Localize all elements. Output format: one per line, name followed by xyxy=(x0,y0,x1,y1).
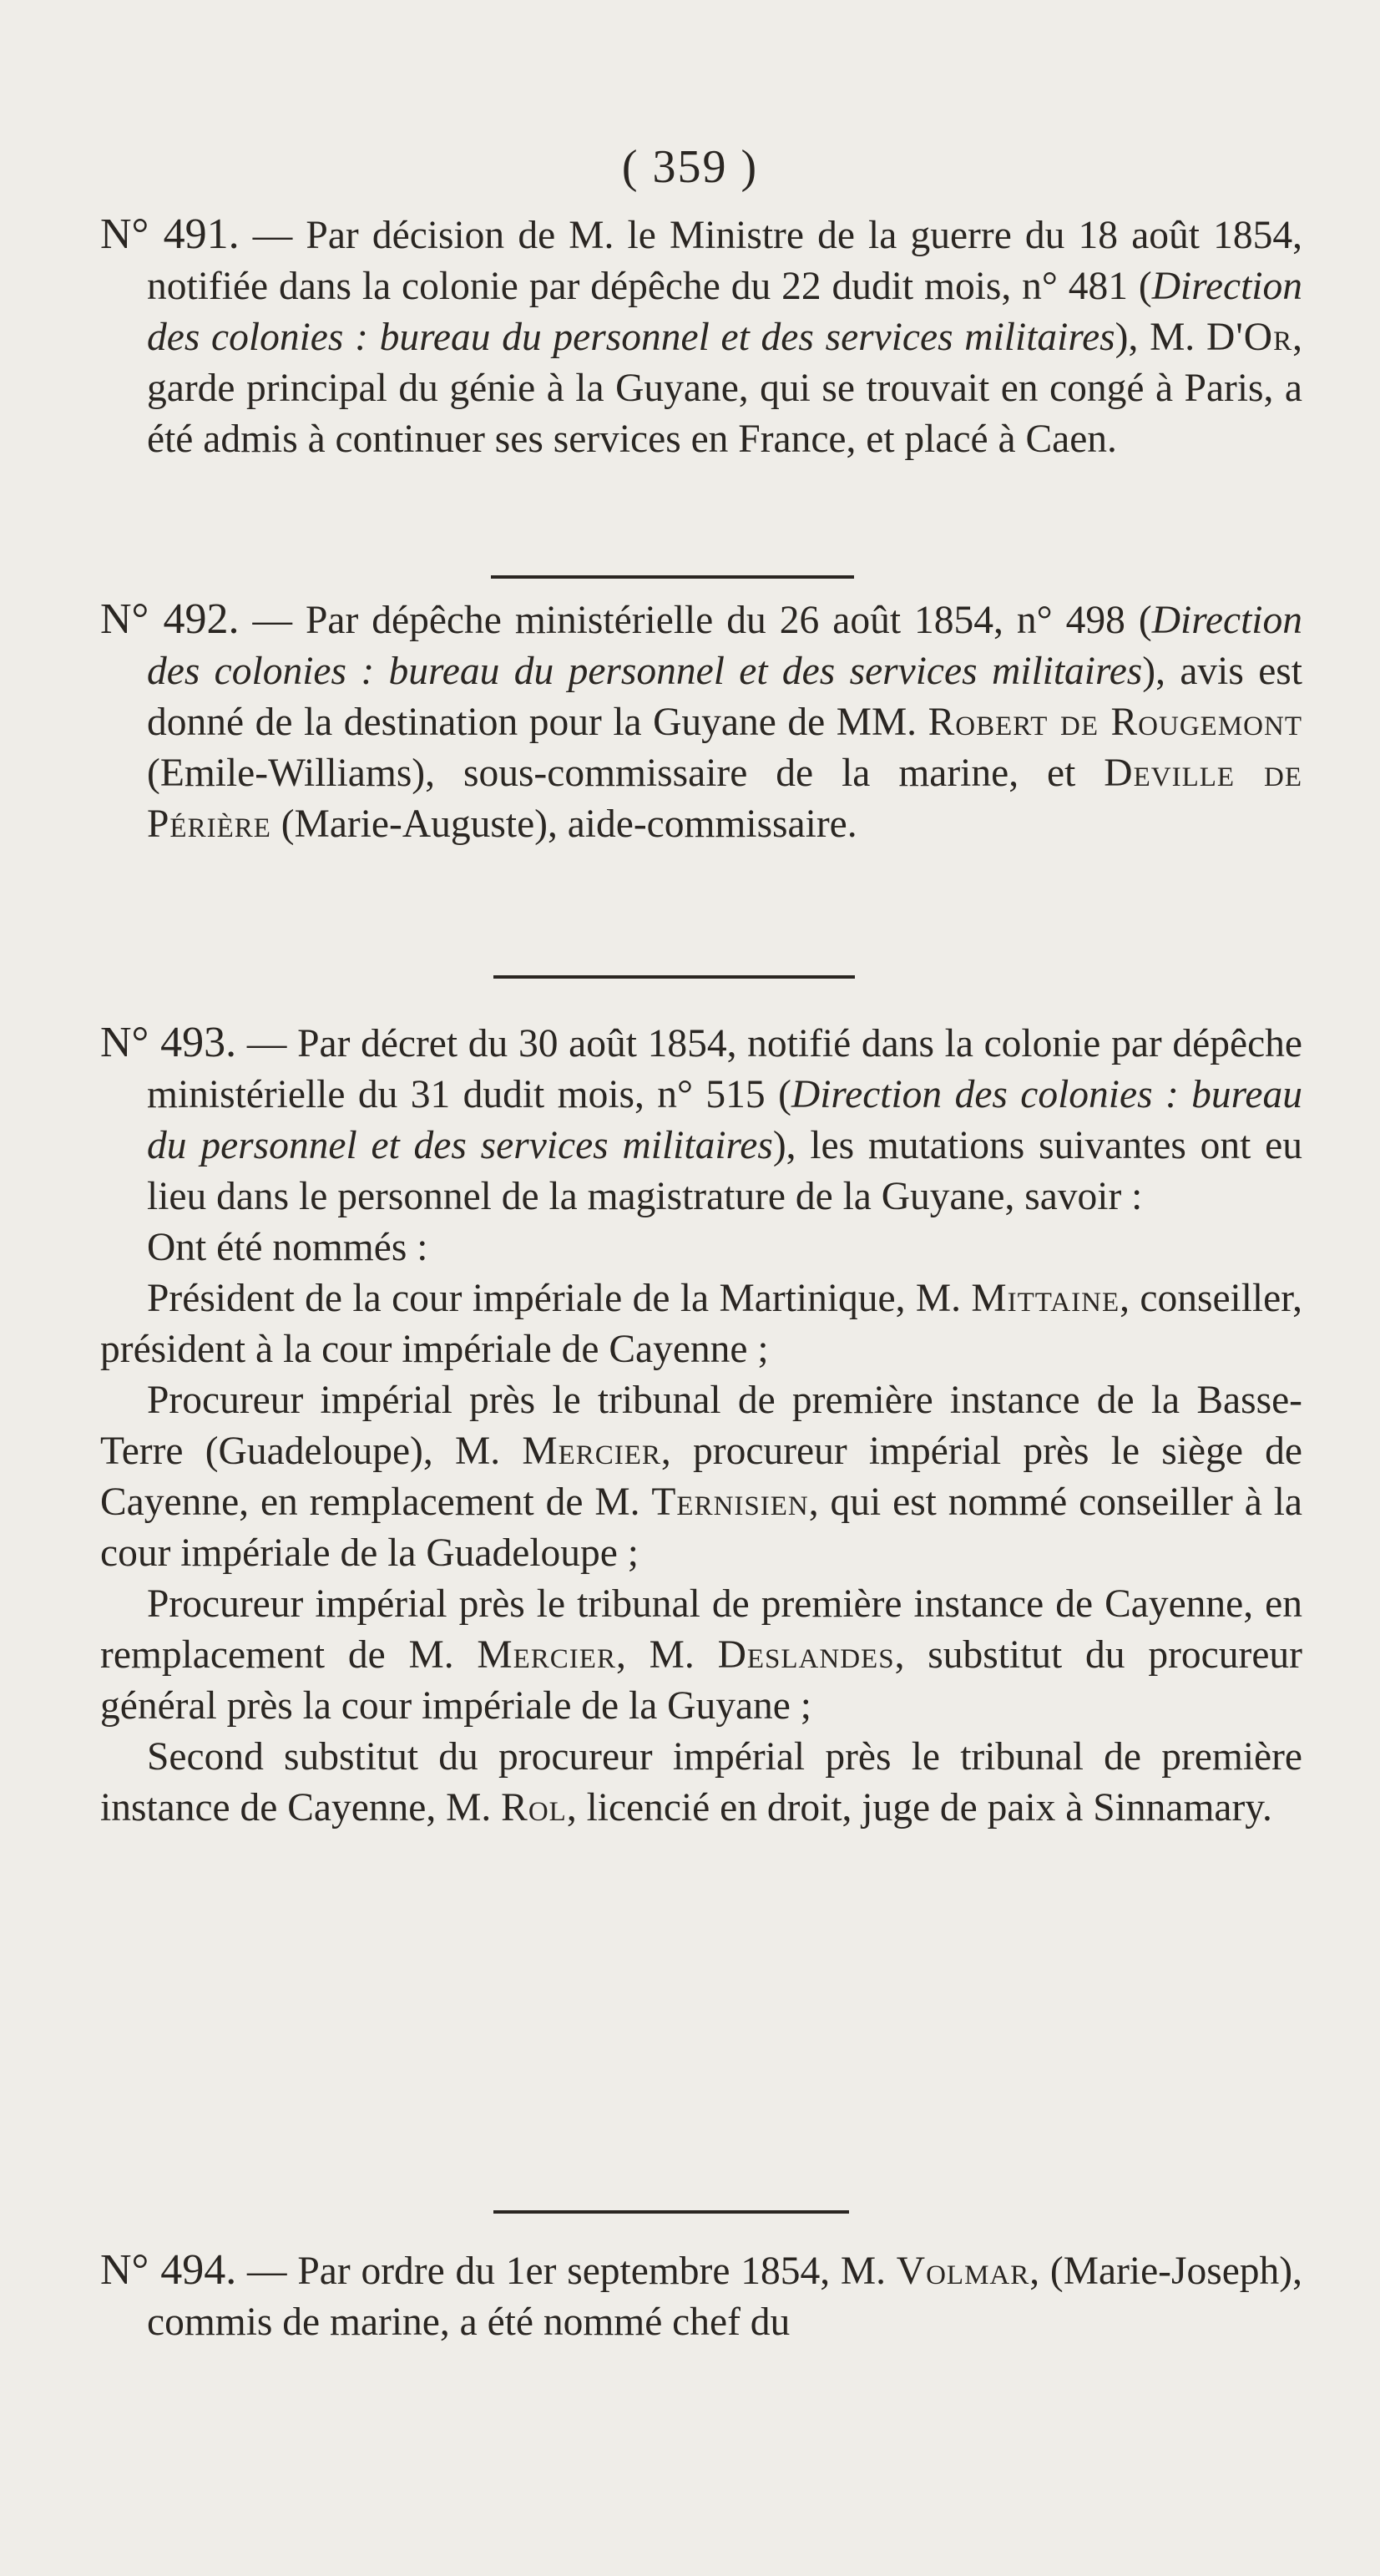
dash-separator: — xyxy=(239,599,306,642)
person-name: Volmar xyxy=(896,2250,1030,2293)
nominations-heading: Ont été nommés : xyxy=(147,1226,428,1269)
entry-491 xyxy=(100,209,1302,465)
text-run: , procureur impérial près le siège de Cayenne, en remplacement de M. xyxy=(100,1430,1302,1524)
entry-493 xyxy=(100,1017,1302,1834)
page-number: ( 359 ) xyxy=(621,141,759,193)
person-name: Robert de Rougemont xyxy=(928,701,1302,744)
dash-separator: — xyxy=(236,1022,298,1065)
text-run: , garde principal du génie à la Guyane, qui se trouvait en congé à Paris, a été admis à continuer ses services en France, et placé à Caen. xyxy=(147,316,1302,461)
separator-rule xyxy=(491,575,854,579)
person-name: Ternisien xyxy=(651,1480,809,1524)
person-name: Deslandes xyxy=(717,1633,895,1677)
text-run: ), avis est donné de la destination pour la Guyane de MM. xyxy=(147,650,1302,744)
entry-494-text xyxy=(100,2245,1302,2348)
nomination-item xyxy=(100,1579,1302,1732)
entry-492 xyxy=(100,594,1302,850)
text-run: Second substitut du procureur impérial près le tribunal de première instance de Cayenne, M. xyxy=(100,1735,1302,1830)
person-name: Mercier xyxy=(522,1430,661,1473)
person-name: Deville de Périère xyxy=(147,752,1302,846)
entry-491-text xyxy=(100,209,1302,465)
text-run: , conseiller, président à la cour impériale de Cayenne ; xyxy=(100,1277,1302,1371)
text-run: ), les mutations suivantes ont eu lieu dans le personnel de la magistrature de la Guyane, savoir : xyxy=(147,1124,1302,1218)
text-run: Par ordre du 1er septembre 1854, M. xyxy=(297,2250,897,2293)
italic-run: Direction des colonies : bureau du personnel et des services militaires xyxy=(147,1073,1302,1167)
italic-run: Direction des colonies : bureau du personnel et des services militaires xyxy=(147,599,1302,693)
entry-494 xyxy=(100,2245,1302,2348)
dash-separator: — xyxy=(239,214,306,257)
text-run: Procureur impérial près le tribunal de première instance de Cayenne, en remplacement de M. xyxy=(100,1582,1302,1677)
person-name: Rol xyxy=(501,1786,567,1830)
entry-number: N° 492. xyxy=(100,595,240,643)
text-run: Par décision de M. le Ministre de la guerre du 18 août 1854, notifiée dans la colonie par dépêche du 22 dudit mois, n° 481 ( xyxy=(147,214,1303,308)
text-run: (Emile-Williams), sous-commissaire de la marine, et xyxy=(147,752,1105,795)
text-run: Par dépêche ministérielle du 26 août 1854, n° 498 ( xyxy=(305,599,1152,642)
person-name: D'Or xyxy=(1206,316,1293,359)
italic-run: Direction des colonies : bureau du personnel et des services militaires xyxy=(147,265,1302,359)
entry-492-text xyxy=(100,594,1302,850)
entry-493-text xyxy=(100,1017,1302,1222)
text-run: , qui est nommé conseiller à la cour impériale de la Guadeloupe ; xyxy=(100,1480,1302,1575)
entry-number: N° 494. xyxy=(100,2246,237,2294)
entry-number: N° 493. xyxy=(100,1019,237,1066)
person-name: Mittaine xyxy=(971,1277,1120,1320)
text-run: Procureur impérial près le tribunal de première instance de la Basse-Terre (Guadeloupe), M. xyxy=(100,1379,1302,1473)
nomination-item xyxy=(100,1732,1302,1834)
text-run: , M. xyxy=(615,1633,718,1677)
text-run: ), M. xyxy=(1115,316,1206,359)
separator-rule xyxy=(493,975,855,979)
text-run: , licencié en droit, juge de paix à Sinnamary. xyxy=(566,1786,1272,1830)
nomination-item xyxy=(100,1375,1302,1579)
text-run: Par décret du 30 août 1854, notifié dans la colonie par dépêche ministérielle du 31 dudit mois, n° 515 ( xyxy=(147,1022,1303,1116)
separator-rule xyxy=(493,2210,849,2214)
person-name: Mercier xyxy=(477,1633,616,1677)
text-run: , substitut du procureur général près la cour impériale de la Guyane ; xyxy=(100,1633,1302,1728)
text-run: Président de la cour impériale de la Martinique, M. xyxy=(147,1277,972,1320)
entry-number: N° 491. xyxy=(100,210,240,258)
text-run: , (Marie-Joseph), commis de marine, a été nommé chef du xyxy=(147,2250,1302,2344)
nomination-item xyxy=(100,1273,1302,1375)
dash-separator: — xyxy=(236,2250,298,2293)
text-run: (Marie-Auguste), aide-commissaire. xyxy=(270,802,857,846)
